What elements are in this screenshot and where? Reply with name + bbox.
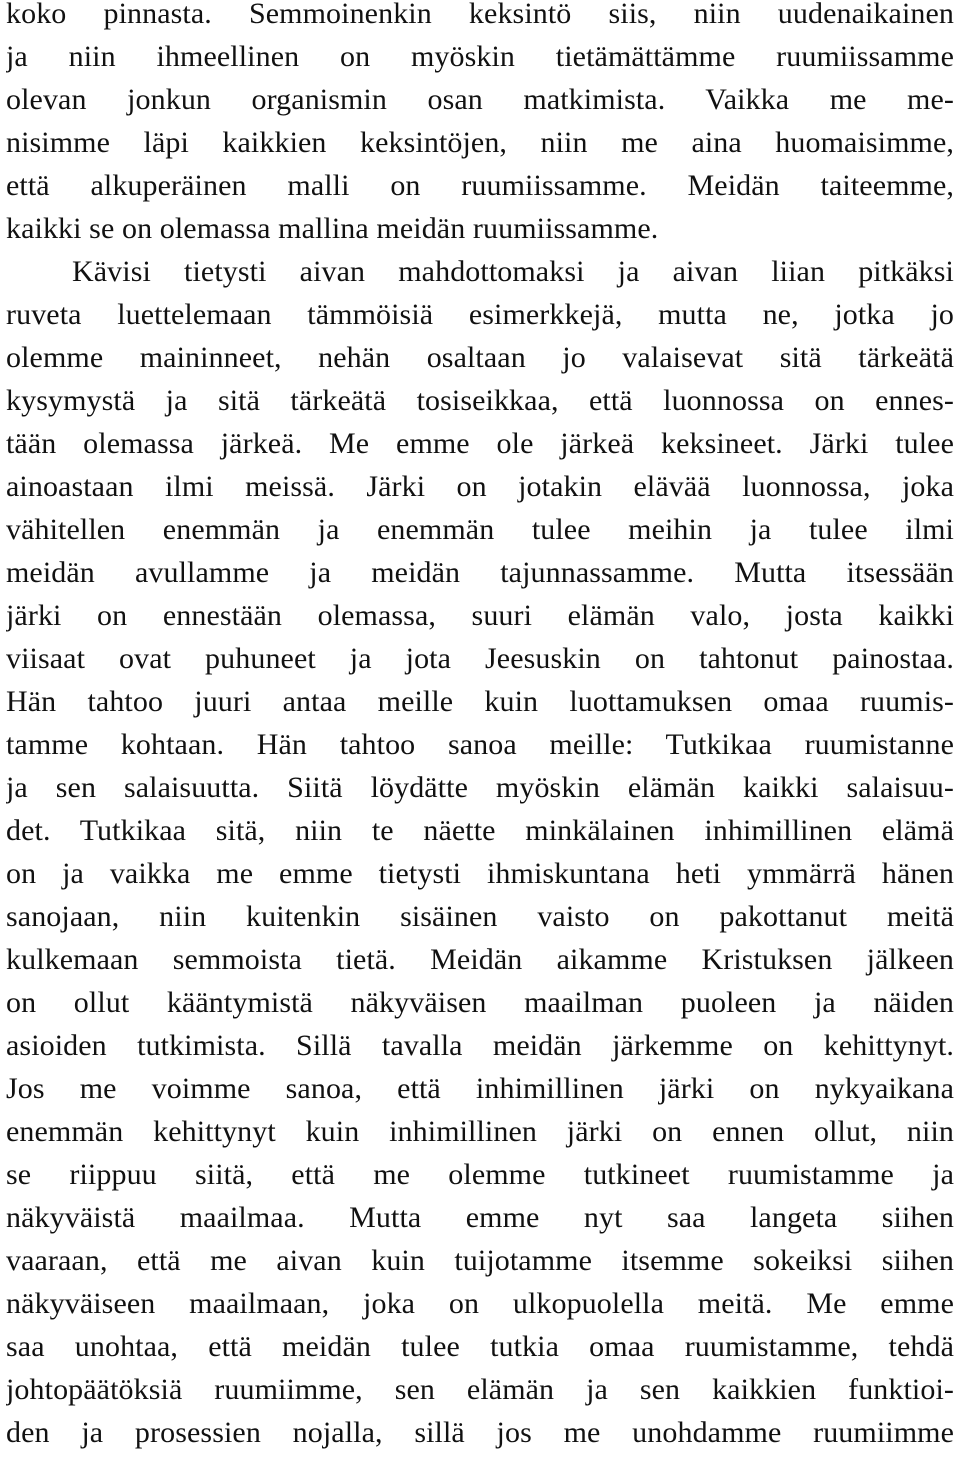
text-line: näkyväiseen maailmaan, joka on ulkopuolella meitä. Me emme — [6, 1287, 954, 1320]
text-line: kaikki se on olemassa mallina meidän ruumiissamme. — [6, 212, 659, 245]
text-line: nisimme läpi kaikkien keksintöjen, niin me aina huomaisimme, — [6, 126, 954, 159]
text-line: että alkuperäinen malli on ruumiissamme. Meidän taiteemme, — [6, 169, 954, 202]
text-line: olemme maininneet, nehän osaltaan jo valaisevat sitä tärkeätä — [6, 341, 954, 374]
text-line: ainoastaan ilmi meissä. Järki on jotakin elävää luonnossa, joka — [6, 470, 954, 503]
text-line: viisaat ovat puhuneet ja jota Jeesuskin on tahtonut painostaa. — [6, 642, 954, 675]
text-line: det. Tutkikaa sitä, niin te näette minkälainen inhimillinen elämä — [6, 814, 954, 847]
text-line: asioiden tutkimista. Sillä tavalla meidän järkemme on kehittynyt. — [6, 1029, 954, 1062]
text-line: enemmän kehittynyt kuin inhimillinen järki on ennen ollut, niin — [6, 1115, 954, 1148]
text-line: on ja vaikka me emme tietysti ihmiskuntana heti ymmärrä hänen — [6, 857, 954, 890]
text-line: se riippuu siitä, että me olemme tutkineet ruumistamme ja — [6, 1158, 954, 1191]
text-line: koko pinnasta. Semmoinenkin keksintö siis, niin uudenaikainen — [6, 0, 954, 30]
text-line: on ollut kääntymistä näkyväisen maailman puoleen ja näiden — [6, 986, 954, 1019]
text-line: kulkemaan semmoista tietä. Meidän aikamme Kristuksen jälkeen — [6, 943, 954, 976]
text-line: sanojaan, niin kuitenkin sisäinen vaisto on pakottanut meitä — [6, 900, 954, 933]
text-line: den ja prosessien nojalla, sillä jos me unohdamme ruumiimme — [6, 1416, 954, 1449]
text-line: järki on ennestään olemassa, suuri elämän valo, josta kaikki — [6, 599, 954, 632]
text-line: ja niin ihmeellinen on myöskin tietämättämme ruumiissamme — [6, 40, 954, 73]
text-line: ja sen salaisuutta. Siitä löydätte myöskin elämän kaikki salaisuu- — [6, 771, 954, 804]
text-line: tään olemassa järkeä. Me emme ole järkeä keksineet. Järki tulee — [6, 427, 954, 460]
text-line: tamme kohtaan. Hän tahtoo sanoa meille: Tutkikaa ruumistanne — [6, 728, 954, 761]
text-line: ruveta luettelemaan tämmöisiä esimerkkejä, mutta ne, jotka jo — [6, 298, 954, 331]
text-line: kysymystä ja sitä tärkeätä tosiseikkaa, että luonnossa on ennes- — [6, 384, 954, 417]
text-line: saa unohtaa, että meidän tulee tutkia omaa ruumistamme, tehdä — [6, 1330, 954, 1363]
text-line: vaaraan, että me aivan kuin tuijotamme itsemme sokeiksi siihen — [6, 1244, 954, 1277]
text-line: näkyväistä maailmaa. Mutta emme nyt saa langeta siihen — [6, 1201, 954, 1234]
text-line: meidän avullamme ja meidän tajunnassamme. Mutta itsessään — [6, 556, 954, 589]
text-line: olevan jonkun organismin osan matkimista. Vaikka me me- — [6, 83, 954, 116]
text-line: johtopäätöksiä ruumiimme, sen elämän ja sen kaikkien funktioi- — [6, 1373, 954, 1406]
text-line: Jos me voimme sanoa, että inhimillinen järki on nykyaikana — [6, 1072, 954, 1105]
paragraph-first-line: Kävisi tietysti aivan mahdottomaksi ja aivan liian pitkäksi — [72, 255, 954, 288]
text-line: Hän tahtoo juuri antaa meille kuin luottamuksen omaa ruumis- — [6, 685, 954, 718]
text-line: vähitellen enemmän ja enemmän tulee meihin ja tulee ilmi — [6, 513, 954, 546]
